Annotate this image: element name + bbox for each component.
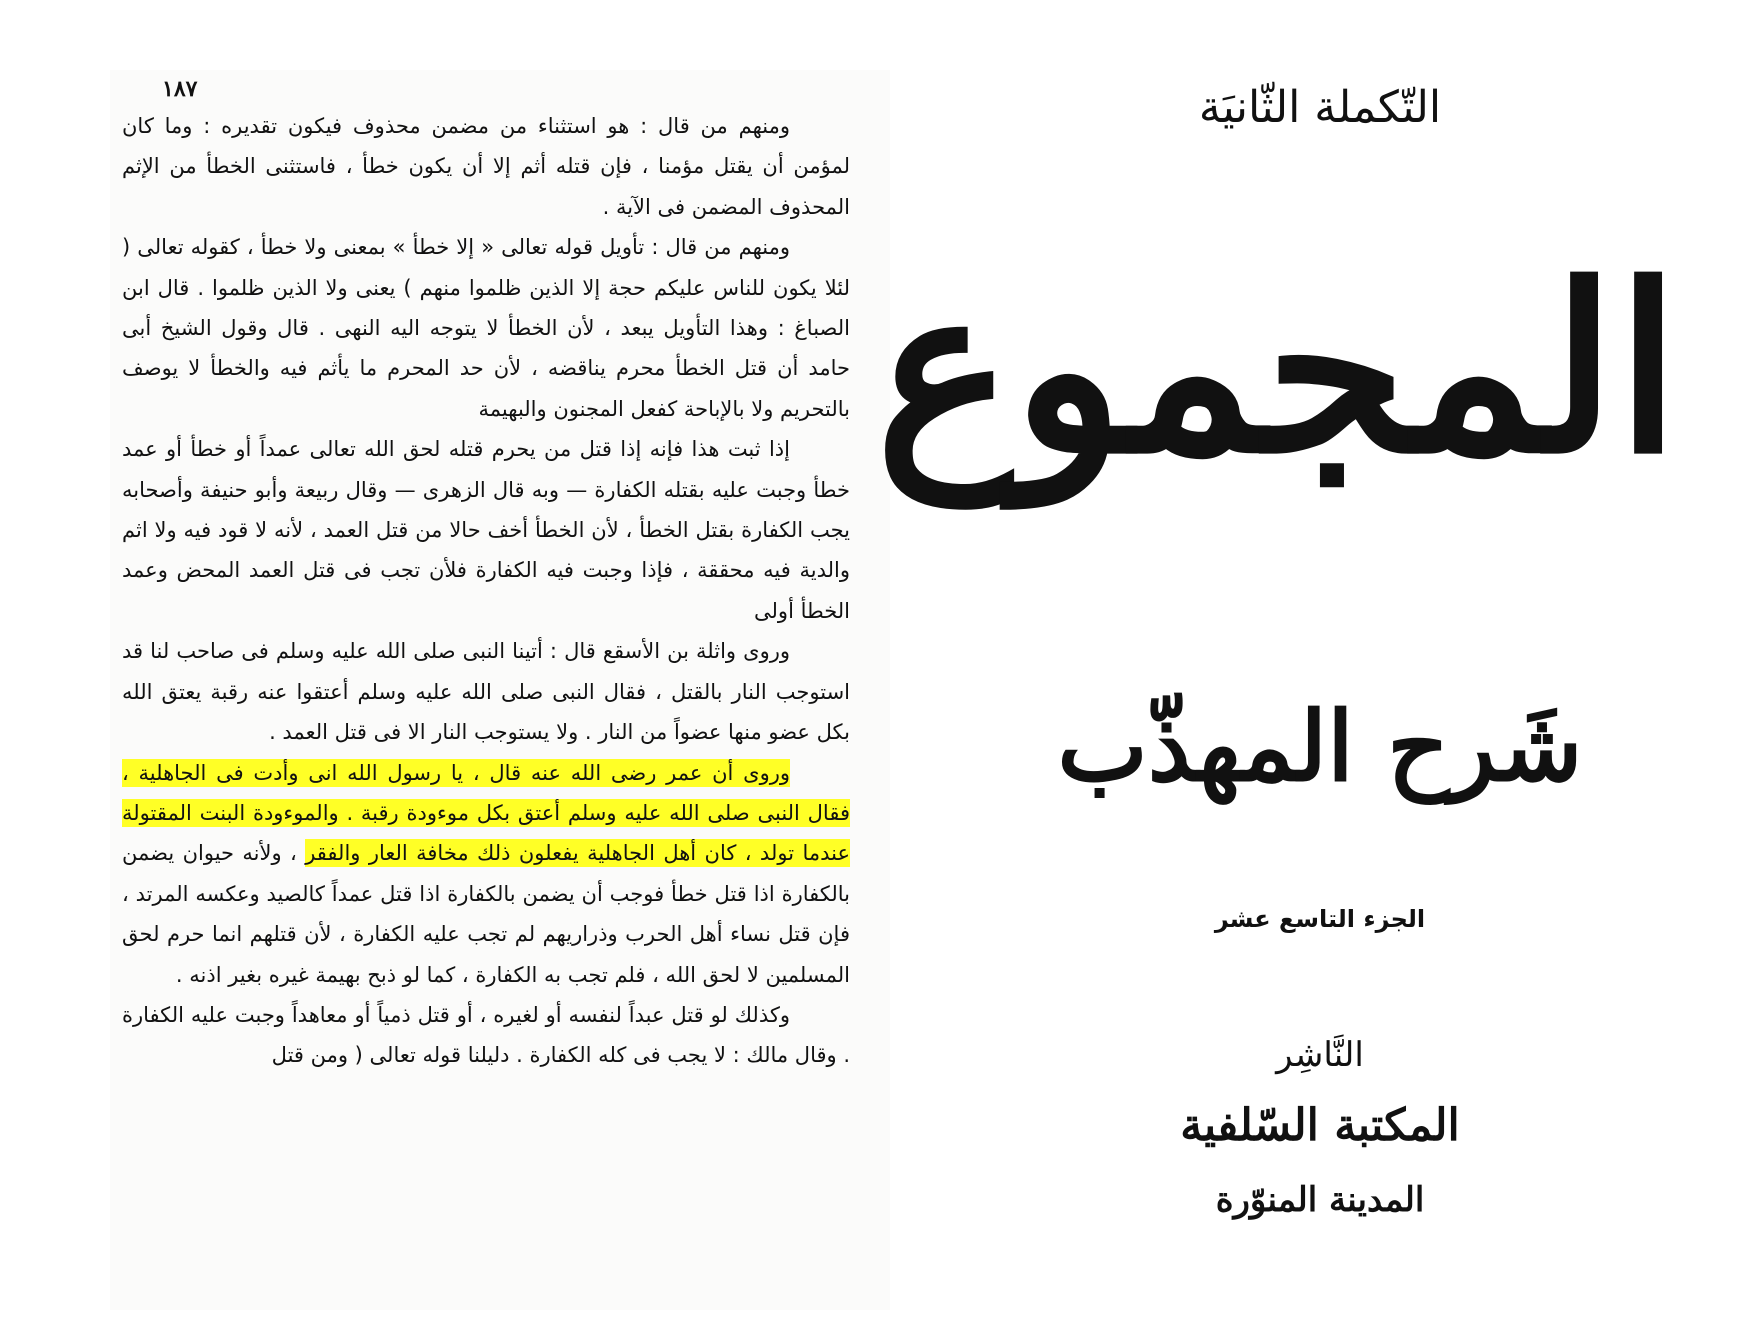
paragraph: إذا ثبت هذا فإنه إذا قتل من يحرم قتله لحق الله تعالى عمداً أو خطأ أو عمد خطأ وجبت عليه بقتله الكفارة — وبه قال الزهرى — وقال ربيعة وأبو حنيفة وأصحابه يجب الكفارة بقتل الخطأ ، لأن الخطأ أخف حالا من قتل العمد ، لأنه لا قود فيه ولا اثم والدية فيه محققة ، فإذا وجبت فيه الكفارة فلأن تجب فى قتل العمد المحض وعمد الخطأ أولى [122,437,850,623]
text-page [110,70,890,1310]
body-text [122,106,850,1076]
series-title: التّكملة الثّانيَة [1198,82,1442,133]
paragraph: ومنهم من قال : تأويل قوله تعالى « إلا خطأ » بمعنى ولا خطأ ، كقوله تعالى ( لئلا يكون للناس عليكم حجة إلا الذين ظلموا منهم ) يعنى ولا الذين ظلموا . قال ابن الصباغ : وهذا التأويل يبعد ، لأن الخطأ لا يتوجه اليه النهى . قال وقول الشيخ أبى حامد أن قتل الخطأ محرم يناقضه ، لأن حد المحرم ما يأثم فيه والخطأ لا يوصف بالتحريم ولا بالإباحة كفعل المجنون والبهيمة [122,235,850,421]
publisher-city: المدينة المنوّرة [1215,1180,1425,1220]
paragraph-with-highlight [122,753,850,995]
page-number: ١٨٧ [162,76,198,102]
highlighted-passage[interactable]: وروى أن عمر رضى الله عنه قال ، يا رسول الله انى وأدت فى الجاهلية ، فقال النبى صلى الله عليه وسلم أعتق بكل موءودة رقبة . والموءودة البنت المقتولة عندما تولد ، كان أهل الجاهلية يفعلون ذلك مخافة العار والفقر [122,760,850,866]
publisher-label: النَّاشِر [1276,1035,1364,1075]
paragraph: وكذلك لو قتل عبداً لنفسه أو لغيره ، أو قتل ذمياً أو معاهداً وجبت عليه الكفارة . وقال مالك : لا يجب فى كله الكفارة . دليلنا قوله تعالى ( ومن قتل [122,1002,850,1068]
publisher-name: المكتبة السّلفية [1180,1100,1460,1151]
paragraph-continuation: ، ولأنه حيوان يضمن بالكفارة اذا قتل خطأ فوجب أن يضمن بالكفارة اذا قتل عمداً كالصيد وعكسه المرتد ، فإن قتل نساء أهل الحرب وذراريهم لم تجب عليه الكفارة ، لأن قتلهم انما حرم لحق المسلمين لا لحق الله ، فلم تجب به الكفارة ، كما لو ذبح بهيمة غيره بغير اذنه . [122,841,850,987]
volume-label: الجزء التاسع عشر [1214,905,1426,933]
title-page [875,60,1680,1300]
paragraph: ومنهم من قال : هو استثناء من مضمن محذوف فيكون تقديره : وما كان لمؤمن أن يقتل مؤمنا ، فإن قتله أثم إلا أن يكون خطأ ، فاستثنى الخطأ من الإثم المحذوف المضمن فى الآية . [122,114,850,219]
main-title-calligraphy: المجموع [875,235,1680,505]
paragraph: وروى واثلة بن الأسقع قال : أتينا النبى صلى الله عليه وسلم فى صاحب لنا قد استوجب النار بالقتل ، فقال النبى صلى الله عليه وسلم أعتقوا عنه رقبة يعتق الله بكل عضو منها عضواً من النار . ولا يستوجب النار الا فى قتل العمد . [122,639,850,745]
subtitle: شَرح المهذّب [1057,690,1583,803]
